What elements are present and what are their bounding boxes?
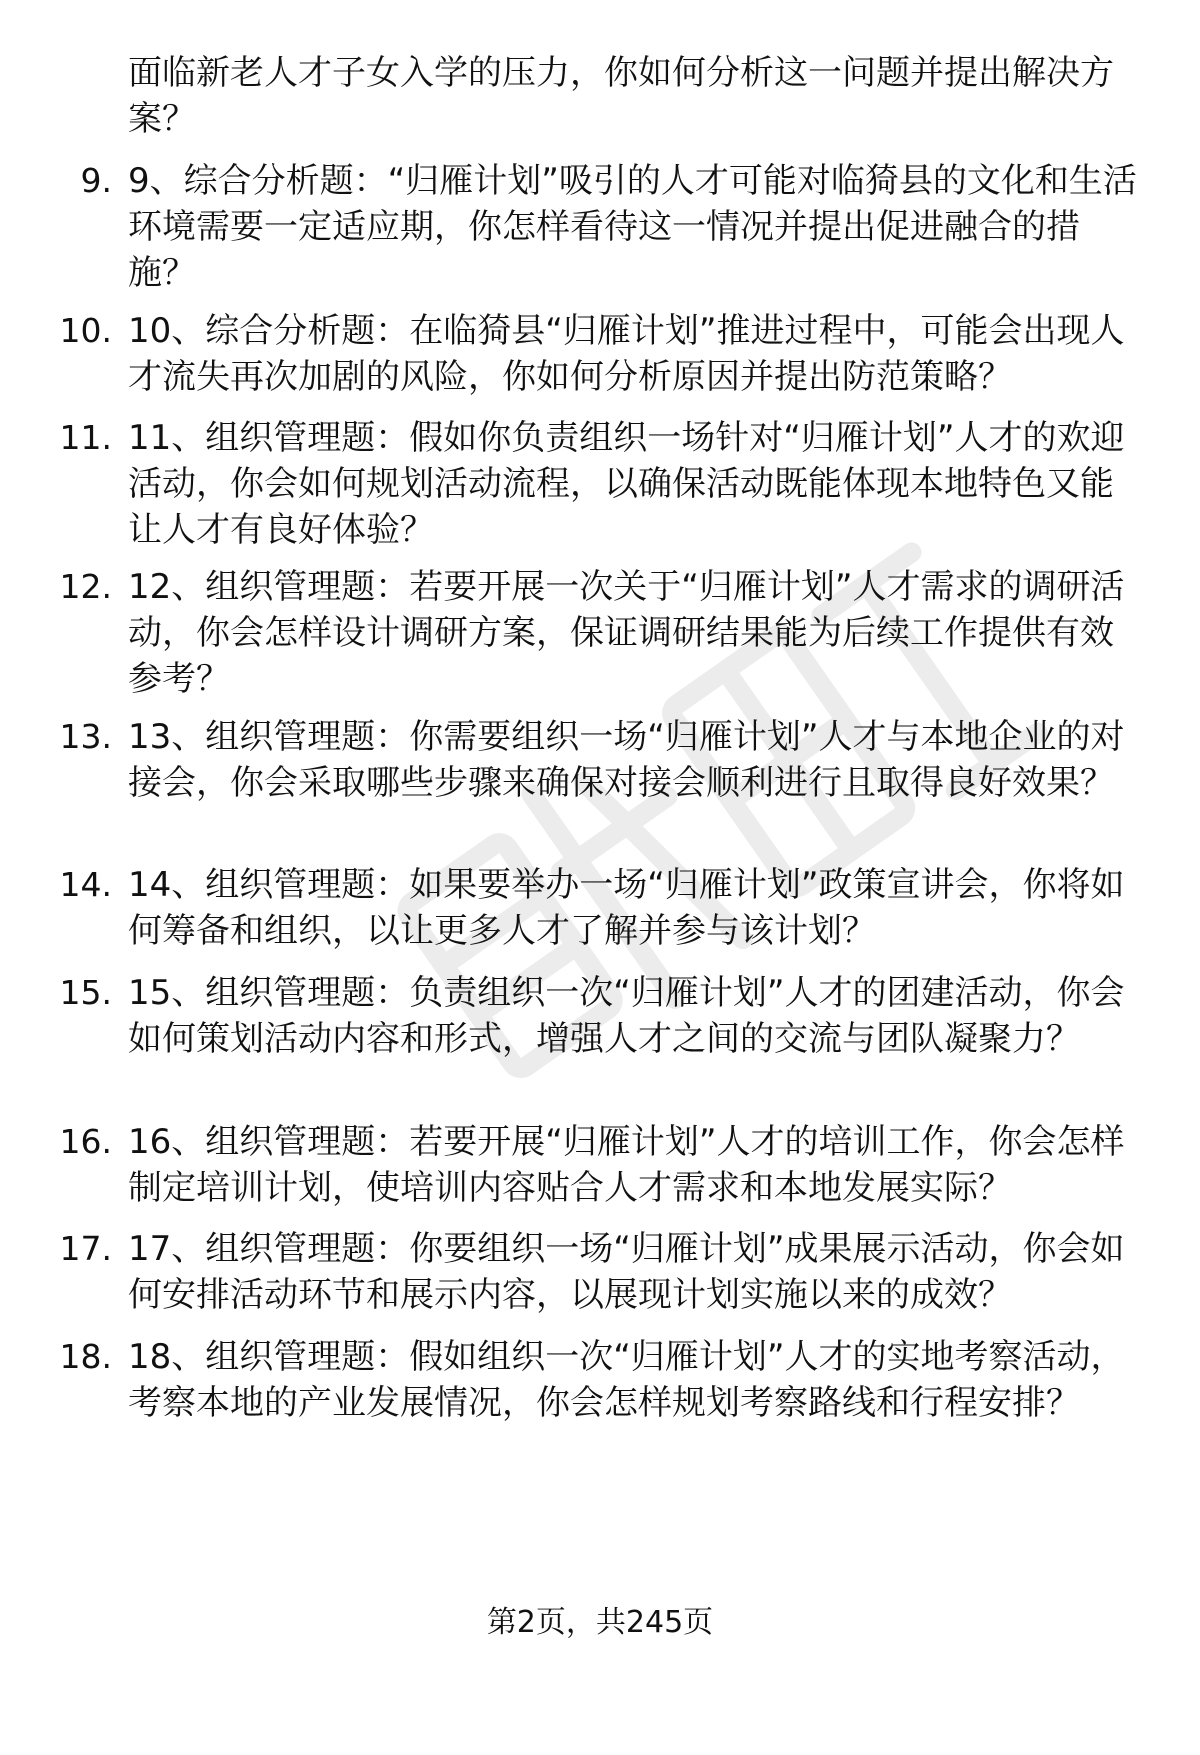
item-number: 13.: [59, 717, 112, 756]
item-text: 14、组织管理题：如果要举办一场“归雁计划”政策宣讲会，你将如何筹备和组织，以让更多人才了解并参与该计划？: [128, 865, 1125, 951]
item-number: 15.: [59, 973, 112, 1012]
item-number: 14.: [59, 865, 112, 904]
item-text: 13、组织管理题：你需要组织一场“归雁计划”人才与本地企业的对接会，你会采取哪些步骤来确保对接会顺利进行且取得良好效果？: [128, 717, 1125, 803]
item-text: 12、组织管理题：若要开展一次关于“归雁计划”人才需求的调研活动，你会怎样设计调研方案，保证调研结果能为后续工作提供有效参考？: [128, 567, 1125, 699]
item-text: 17、组织管理题：你要组织一场“归雁计划”成果展示活动，你会如何安排活动环节和展示内容，以展现计划实施以来的成效？: [128, 1229, 1125, 1315]
page-footer: 第2页，共245页: [486, 1605, 714, 1640]
item-number: 11.: [59, 418, 112, 457]
item-text: 10、综合分析题：在临猗县“归雁计划”推进过程中，可能会出现人才流失再次加剧的风险，你如何分析原因并提出防范策略？: [128, 311, 1125, 397]
item-number: 12.: [59, 567, 112, 606]
item-number: 17.: [59, 1229, 112, 1268]
item-text: 16、组织管理题：若要开展“归雁计划”人才的培训工作，你会怎样制定培训计划，使培训内容贴合人才需求和本地发展实际？: [128, 1122, 1125, 1208]
item-number: 16.: [59, 1122, 112, 1161]
item-number: 9.: [80, 161, 112, 200]
item-text: 9、综合分析题：“归雁计划”吸引的人才可能对临猗县的文化和生活环境需要一定适应期，你怎样看待这一情况并提出促进融合的措施？: [128, 161, 1137, 293]
item-text: 15、组织管理题：负责组织一次“归雁计划”人才的团建活动，你会如何策划活动内容和形式，增强人才之间的交流与团队凝聚力？: [128, 973, 1125, 1059]
lead-paragraph: 面临新老人才子女入学的压力，你如何分析这一问题并提出解决方案？: [128, 53, 1114, 139]
item-text: 18、组织管理题：假如组织一次“归雁计划”人才的实地考察活动，考察本地的产业发展情况，你会怎样规划考察路线和行程安排？: [128, 1337, 1125, 1423]
item-text: 11、组织管理题：假如你负责组织一场针对“归雁计划”人才的欢迎活动，你会如何规划活动流程，以确保活动既能体现本地特色又能让人才有良好体验？: [128, 418, 1125, 550]
item-number: 10.: [59, 311, 112, 350]
item-number: 18.: [59, 1337, 112, 1376]
